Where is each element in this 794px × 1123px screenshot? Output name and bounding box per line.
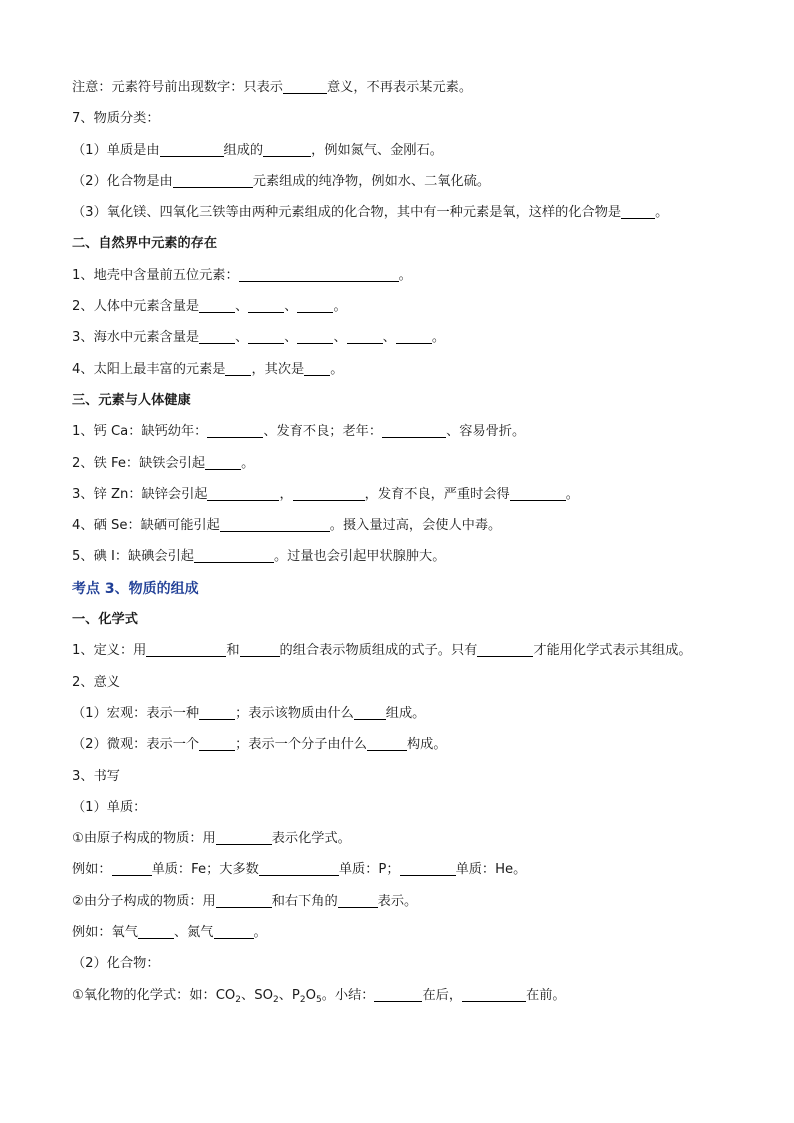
text: 单质：Fe；大多数 <box>151 862 259 878</box>
text: 表示。 <box>377 893 418 909</box>
text: 5、碘 I：缺碘会引起 <box>72 549 194 565</box>
text: 三、元素与人体健康 <box>72 392 191 408</box>
blank[interactable] <box>199 328 235 344</box>
subscript: 5 <box>315 994 322 1005</box>
blank[interactable] <box>462 986 526 1002</box>
item-7-2 <box>72 170 732 201</box>
blank[interactable] <box>367 735 407 751</box>
blank[interactable] <box>112 860 152 876</box>
item-3-5 <box>72 545 732 576</box>
text: O <box>305 987 316 1003</box>
text: 注意：元素符号前出现数字：只表示 <box>72 80 283 95</box>
blank[interactable] <box>173 172 253 188</box>
item-f-2-1 <box>72 702 732 733</box>
item-7-1 <box>72 139 732 170</box>
item-3-1 <box>72 420 732 451</box>
text: 单质：He。 <box>455 862 527 878</box>
text: （1）单质是由 <box>72 142 160 158</box>
blank[interactable] <box>396 328 432 344</box>
text: 的组合表示物质组成的式子。只有 <box>279 643 478 659</box>
worksheet-page <box>72 76 732 1015</box>
text: 、P <box>278 987 300 1003</box>
text: 、氮气 <box>173 925 214 941</box>
item-f-3-1-a-example <box>72 858 732 889</box>
blank[interactable] <box>199 704 235 720</box>
blank[interactable] <box>338 892 378 908</box>
blank[interactable] <box>199 297 235 313</box>
text: （1）单质： <box>72 799 147 815</box>
text: 例如： <box>72 862 112 878</box>
text: 1、钙 Ca：缺钙幼年： <box>72 424 208 440</box>
text: 3、书写 <box>72 768 120 784</box>
text: 。 <box>431 330 446 346</box>
text: ， <box>279 486 293 502</box>
text: ②由分子构成的物质：用 <box>72 893 216 909</box>
blank[interactable] <box>259 860 339 876</box>
text: 、 <box>333 330 347 346</box>
text: 3、锌 Zn：缺锌会引起 <box>72 486 208 502</box>
text: ，例如氮气、金刚石。 <box>311 142 443 158</box>
blank[interactable] <box>374 986 422 1002</box>
text: （2）化合物： <box>72 956 160 972</box>
text: 。 <box>241 455 255 471</box>
text: 。 <box>253 925 267 941</box>
text: 4、太阳上最丰富的元素是 <box>72 361 226 377</box>
text: （2）微观：表示一个 <box>72 737 200 753</box>
blank[interactable] <box>216 892 272 908</box>
blank[interactable] <box>293 485 365 501</box>
item-f-2-2 <box>72 733 732 764</box>
text: 元素组成的纯净物，例如水、二氧化硫。 <box>252 173 491 189</box>
blank[interactable] <box>283 78 327 94</box>
subscript: 2 <box>272 994 279 1005</box>
text: 。 <box>330 361 344 377</box>
kaodian-3-heading <box>72 577 732 608</box>
section-heading-formula <box>72 608 732 639</box>
text: 、 <box>284 299 298 315</box>
blank[interactable] <box>248 297 284 313</box>
text: 一、化学式 <box>72 612 138 628</box>
item-2-3 <box>72 326 732 357</box>
item-f-3-2-a <box>72 984 732 1015</box>
item-7-3 <box>72 201 732 232</box>
subscript: 2 <box>235 994 242 1005</box>
blank[interactable] <box>207 485 279 501</box>
item-7 <box>72 107 732 138</box>
text: 和 <box>226 643 240 659</box>
item-2-2 <box>72 295 732 326</box>
blank[interactable] <box>382 422 446 438</box>
text: ，发育不良，严重时会得 <box>364 486 510 502</box>
item-3-4 <box>72 514 732 545</box>
item-f-3-2 <box>72 952 732 983</box>
blank[interactable] <box>240 641 280 657</box>
blank[interactable] <box>138 923 174 939</box>
blank[interactable] <box>225 360 251 376</box>
text: 2、意义 <box>72 674 120 690</box>
text: 考点 3、物质的组成 <box>72 580 199 597</box>
item-f-1 <box>72 639 732 670</box>
blank[interactable] <box>220 516 330 532</box>
blank[interactable] <box>207 422 263 438</box>
text: 、 <box>382 330 396 346</box>
text: 、 <box>235 299 249 315</box>
text: 、 <box>235 330 249 346</box>
blank[interactable] <box>194 547 274 563</box>
text: 。小结： <box>321 987 375 1003</box>
text: ；表示一个分子由什么 <box>235 737 367 753</box>
note-line <box>72 76 732 107</box>
blank[interactable] <box>297 297 333 313</box>
text: 、容易骨折。 <box>446 424 526 440</box>
item-3-3 <box>72 483 732 514</box>
blank[interactable] <box>304 360 330 376</box>
item-f-3-1-b <box>72 890 732 921</box>
text: 组成。 <box>385 705 426 721</box>
text: 3、海水中元素含量是 <box>72 330 200 346</box>
text: 。 <box>565 486 579 502</box>
text: 意义，不再表示某元素。 <box>327 80 473 95</box>
blank[interactable] <box>239 266 399 282</box>
text: 二、自然界中元素的存在 <box>72 236 218 252</box>
text: 1、地壳中含量前五位元素： <box>72 267 239 283</box>
blank[interactable] <box>400 860 456 876</box>
text: 在后， <box>422 987 463 1003</box>
text: 。 <box>398 267 412 283</box>
text: 、 <box>284 330 298 346</box>
text: 。过量也会引起甲状腺肿大。 <box>273 549 446 565</box>
item-f-3-1-b-example <box>72 921 732 952</box>
blank[interactable] <box>621 203 655 219</box>
text: 、SO <box>241 987 273 1003</box>
section-heading-2 <box>72 232 732 263</box>
text: 构成。 <box>406 737 447 753</box>
text: 组成的 <box>223 142 264 158</box>
text: 、发育不良；老年： <box>263 424 383 440</box>
text: ①由原子构成的物质：用 <box>72 831 216 847</box>
item-f-2 <box>72 671 732 702</box>
text: 单质：P； <box>338 862 400 878</box>
text: 例如：氧气 <box>72 925 138 941</box>
item-3-2 <box>72 452 732 483</box>
blank[interactable] <box>297 328 333 344</box>
blank[interactable] <box>214 923 254 939</box>
text: 2、铁 Fe：缺铁会引起 <box>72 455 206 471</box>
text: 才能用化学式表示其组成。 <box>533 643 692 659</box>
text: 。 <box>333 299 347 315</box>
text: ，其次是 <box>251 361 305 377</box>
text: 表示化学式。 <box>271 831 351 847</box>
blank[interactable] <box>248 328 284 344</box>
blank[interactable] <box>216 829 272 845</box>
text: （3）氧化镁、四氧化三铁等由两种元素组成的化合物，其中有一种元素是氧，这样的化合物是 <box>72 205 622 221</box>
text: 1、定义：用 <box>72 643 147 659</box>
text: 4、硒 Se：缺硒可能引起 <box>72 518 220 534</box>
blank[interactable] <box>160 141 224 157</box>
text: 和右下角的 <box>271 893 338 909</box>
blank[interactable] <box>510 485 566 501</box>
text: ①氧化物的化学式：如：CO <box>72 987 236 1003</box>
blank[interactable] <box>205 454 241 470</box>
blank[interactable] <box>199 735 235 751</box>
text: 2、人体中元素含量是 <box>72 299 200 315</box>
item-f-3-1 <box>72 796 732 827</box>
text: 。 <box>655 205 669 221</box>
blank[interactable] <box>146 641 226 657</box>
subscript: 2 <box>299 994 306 1005</box>
item-f-3 <box>72 765 732 796</box>
item-2-1 <box>72 264 732 295</box>
text: 7、物质分类： <box>72 111 160 127</box>
blank[interactable] <box>477 641 533 657</box>
text: （2）化合物是由 <box>72 173 173 189</box>
blank[interactable] <box>347 328 383 344</box>
blank[interactable] <box>263 141 311 157</box>
text: （1）宏观：表示一种 <box>72 705 200 721</box>
blank[interactable] <box>354 704 386 720</box>
text: ；表示该物质由什么 <box>235 705 354 721</box>
item-f-3-1-a <box>72 827 732 858</box>
item-2-4 <box>72 358 732 389</box>
section-heading-3 <box>72 389 732 420</box>
text: 在前。 <box>526 987 566 1003</box>
text: 。摄入量过高，会使人中毒。 <box>329 518 502 534</box>
